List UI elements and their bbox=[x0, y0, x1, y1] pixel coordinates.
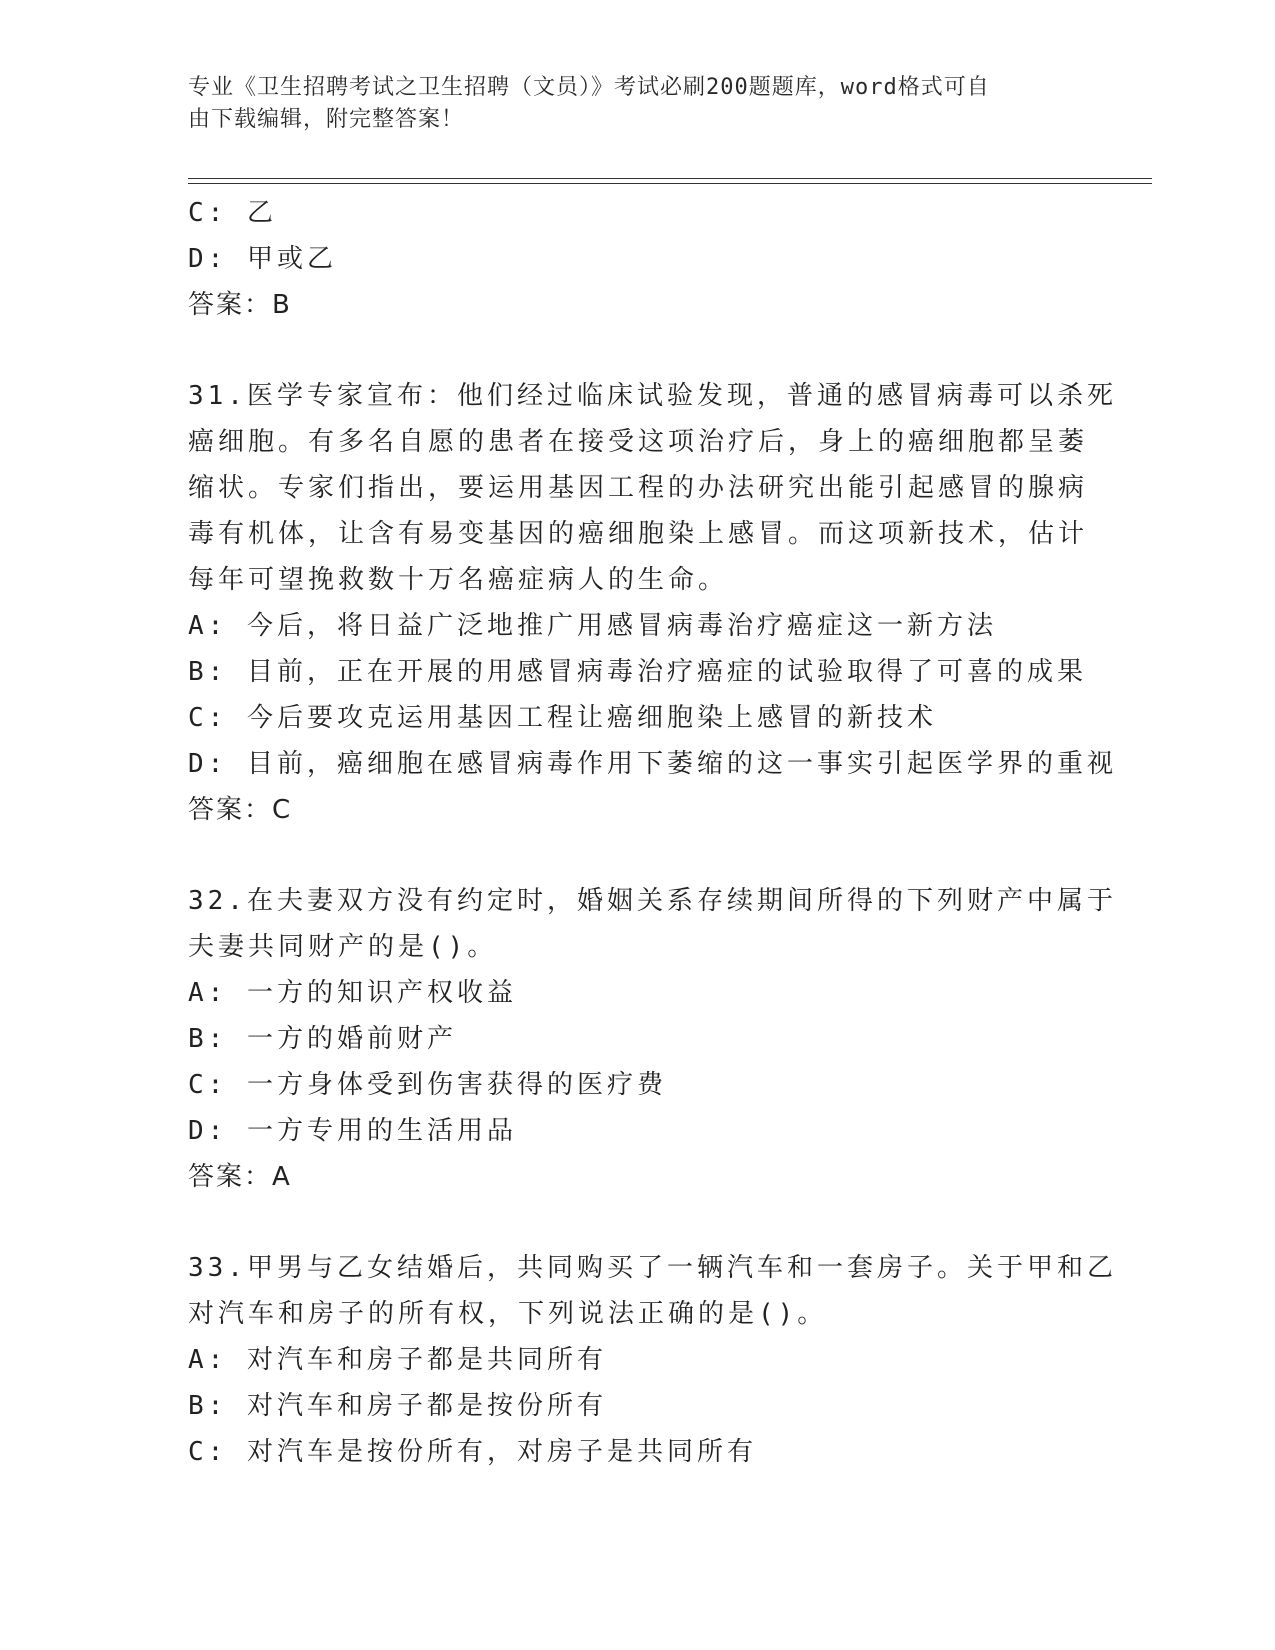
spacer bbox=[188, 833, 1088, 878]
document-body bbox=[188, 190, 1117, 1475]
spacer bbox=[188, 1200, 1088, 1245]
spacer bbox=[188, 328, 1088, 373]
question-30-tail bbox=[188, 190, 1088, 328]
question-32 bbox=[188, 878, 1117, 1200]
question-text-line: 32.在夫妻双方没有约定时，婚姻关系存续期间所得的下列财产中属于 bbox=[188, 886, 1117, 916]
question-31 bbox=[188, 373, 1117, 833]
question-text-line: 对汽车和房子的所有权，下列说法正确的是()。 bbox=[188, 1299, 828, 1329]
header-divider-top bbox=[188, 178, 1152, 179]
option-a: A: 对汽车和房子都是共同所有 bbox=[188, 1345, 607, 1375]
question-33 bbox=[188, 1245, 1117, 1475]
question-text-line: 癌细胞。有多名自愿的患者在接受这项治疗后，身上的癌细胞都呈萎 bbox=[188, 427, 1089, 457]
option-d: D: 甲或乙 bbox=[188, 244, 337, 274]
option-b: B: 一方的婚前财产 bbox=[188, 1024, 457, 1054]
answer-line: 答案：C bbox=[188, 795, 293, 825]
question-text-line: 33.甲男与乙女结婚后，共同购买了一辆汽车和一套房子。关于甲和乙 bbox=[188, 1253, 1117, 1283]
document-header bbox=[188, 72, 1068, 136]
option-a: A: 一方的知识产权收益 bbox=[188, 978, 517, 1008]
option-c: C: 对汽车是按份所有，对房子是共同所有 bbox=[188, 1437, 757, 1467]
answer-line: 答案：A bbox=[188, 1162, 292, 1192]
header-line-2: 由下载编辑，附完整答案！ bbox=[188, 107, 465, 132]
answer-line: 答案：B bbox=[188, 290, 292, 320]
header-divider-bottom bbox=[188, 183, 1152, 184]
option-c: C: 一方身体受到伤害获得的医疗费 bbox=[188, 1070, 667, 1100]
question-text-line: 毒有机体，让含有易变基因的癌细胞染上感冒。而这项新技术，估计 bbox=[188, 519, 1089, 549]
option-b: B: 目前，正在开展的用感冒病毒治疗癌症的试验取得了可喜的成果 bbox=[188, 657, 1087, 687]
option-d: D: 一方专用的生活用品 bbox=[188, 1116, 517, 1146]
option-a: A: 今后，将日益广泛地推广用感冒病毒治疗癌症这一新方法 bbox=[188, 611, 997, 641]
header-line-1: 专业《卫生招聘考试之卫生招聘（文员）》考试必刷200题题库，word格式可自 bbox=[188, 75, 990, 100]
question-text-line: 夫妻共同财产的是()。 bbox=[188, 932, 498, 962]
option-c: C: 乙 bbox=[188, 198, 277, 228]
question-text-line: 每年可望挽救数十万名癌症病人的生命。 bbox=[188, 565, 729, 595]
question-text-line: 31.医学专家宣布：他们经过临床试验发现，普通的感冒病毒可以杀死 bbox=[188, 381, 1117, 411]
option-b: B: 对汽车和房子都是按份所有 bbox=[188, 1391, 607, 1421]
question-text-line: 缩状。专家们指出，要运用基因工程的办法研究出能引起感冒的腺病 bbox=[188, 473, 1089, 503]
option-d: D: 目前，癌细胞在感冒病毒作用下萎缩的这一事实引起医学界的重视 bbox=[188, 749, 1117, 779]
option-c: C: 今后要攻克运用基因工程让癌细胞染上感冒的新技术 bbox=[188, 703, 937, 733]
